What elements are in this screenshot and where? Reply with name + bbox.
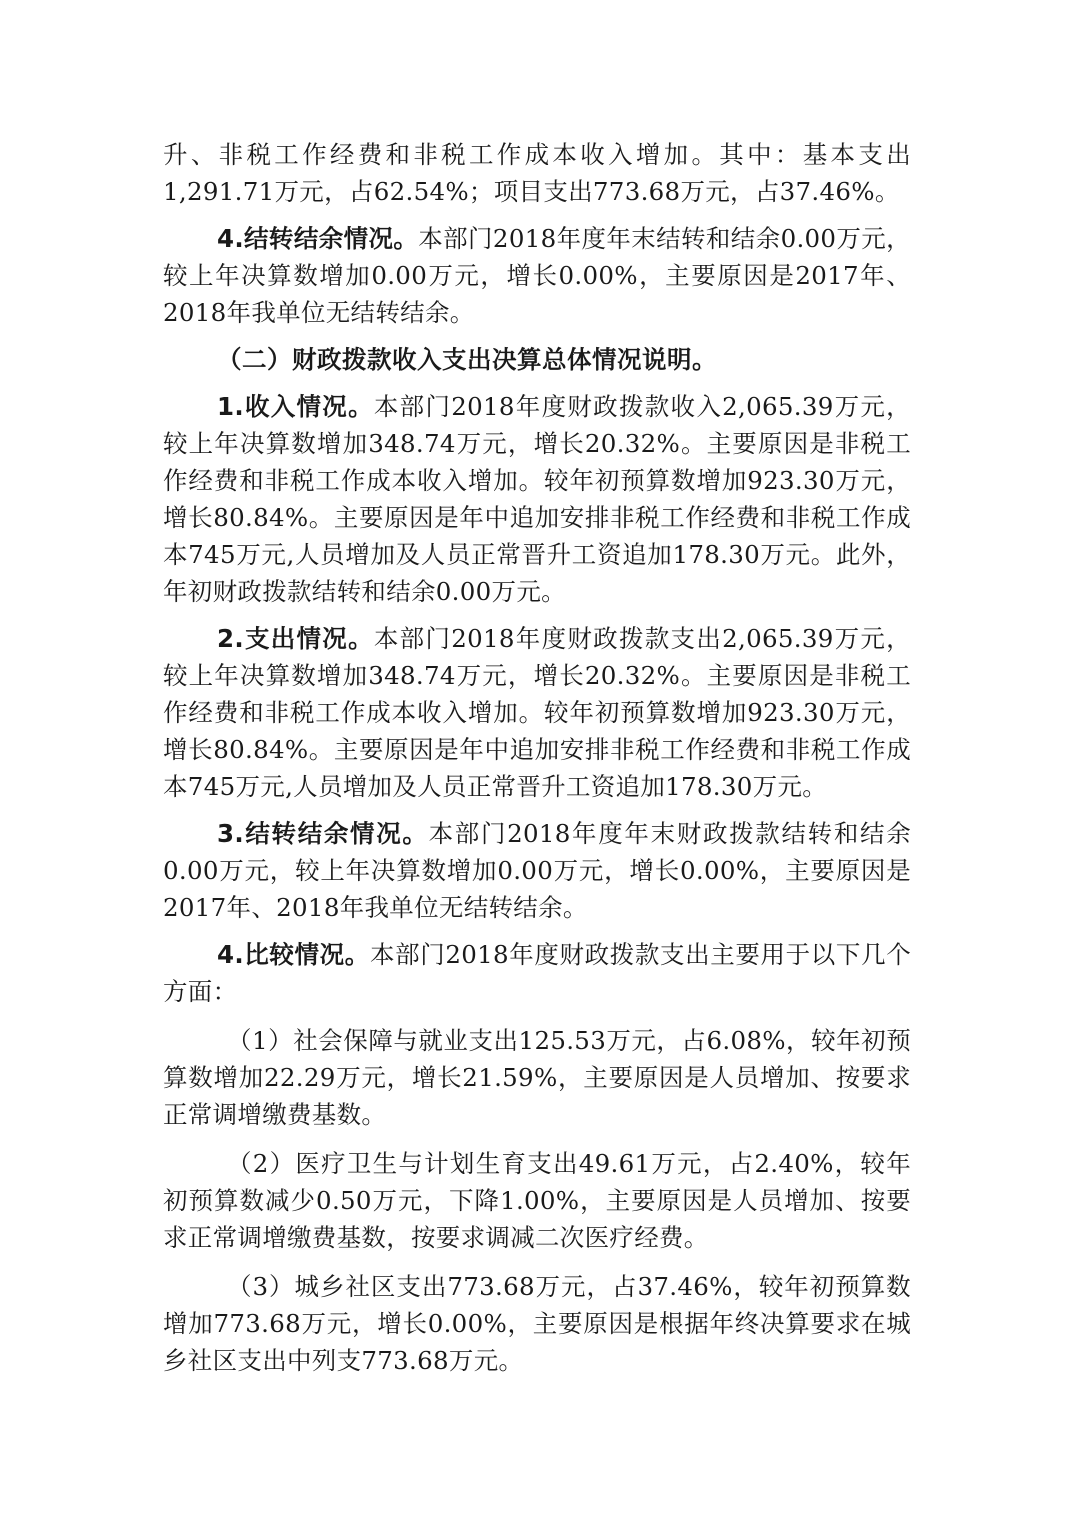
paragraph-fiscal-carryover: [163, 815, 911, 926]
paragraph-lead: 1.收入情况。: [217, 392, 374, 421]
list-item-health: （2）医疗卫生与计划生育支出49.61万元，占2.40%，较年初预算数减少0.50万元，下降1.00%，主要原因是人员增加、按要求正常调增缴费基数，按要求调减二次医疗经费。: [163, 1149, 911, 1252]
paragraph-expenditure: [163, 620, 911, 805]
list-item-social-security: （1）社会保障与就业支出125.53万元，占6.08%，较年初预算数增加22.29万元，增长21.59%，主要原因是人员增加、按要求正常调增缴费基数。: [163, 1026, 911, 1129]
paragraph-text: 本部门2018年度财政拨款支出2,065.39万元，较上年决算数增加348.74万元，增长20.32%。主要原因是非税工作经费和非税工作成本收入增加。较年初预算数增加923.30万元，增长80.84%。主要原因是年中追加安排非税工作经费和非税工作成本745万元,人员增加及人员正常晋升工资追加178.30万元。: [163, 624, 911, 801]
paragraph-lead: 3.结转结余情况。: [217, 819, 429, 848]
paragraph-continued: [163, 136, 911, 210]
section-heading: （二）财政拨款收入支出决算总体情况说明。: [217, 345, 717, 374]
paragraph-income: [163, 388, 911, 610]
paragraph-lead: 2.支出情况。: [217, 624, 374, 653]
paragraph-text: 本部门2018年度年末结转和结余0.00万元，较上年决算数增加0.00万元，增长0.00%，主要原因是2017年、2018年我单位无结转结余。: [163, 224, 911, 327]
paragraph-text: 本部门2018年度财政拨款支出主要用于以下几个方面：: [163, 940, 911, 1006]
paragraph-text: 升、非税工作经费和非税工作成本收入增加。其中：基本支出1,291.71万元，占62.54%；项目支出773.68万元，占37.46%。: [163, 140, 911, 206]
paragraph-lead: 4.比较情况。: [217, 940, 370, 969]
paragraph-text: 本部门2018年度财政拨款收入2,065.39万元，较上年决算数增加348.74万元，增长20.32%。主要原因是非税工作经费和非税工作成本收入增加。较年初预算数增加923.30万元，增长80.84%。主要原因是年中追加安排非税工作经费和非税工作成本745万元,人员增加及人员正常晋升工资追加178.30万元。此外，年初财政拨款结转和结余0.00万元。: [163, 392, 911, 606]
paragraph-lead: 4.结转结余情况。: [217, 224, 419, 253]
paragraph-text: 本部门2018年度年末财政拨款结转和结余0.00万元，较上年决算数增加0.00万元，增长0.00%，主要原因是2017年、2018年我单位无结转结余。: [163, 819, 911, 922]
list-item-urban-rural: （3）城乡社区支出773.68万元，占37.46%，较年初预算数增加773.68万元，增长0.00%，主要原因是根据年终决算要求在城乡社区支出中列支773.68万元。: [163, 1272, 911, 1375]
document-body: [163, 136, 911, 1379]
paragraph-carryover-status: [163, 220, 911, 331]
paragraph-comparison: [163, 936, 911, 1010]
